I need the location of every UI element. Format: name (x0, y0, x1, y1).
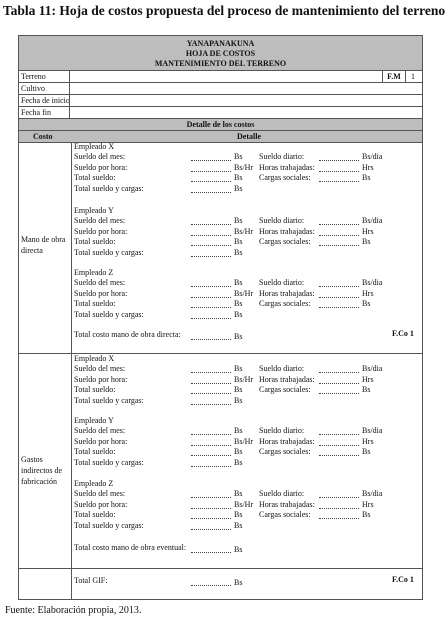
unit-label: Hrs (362, 436, 374, 446)
unit-label: Hrs (362, 288, 374, 298)
unit-label: Bs (362, 510, 371, 519)
section-divider (19, 568, 422, 569)
field-label: Sueldo diario: (259, 364, 305, 373)
field-label: Sueldo del mes: (74, 426, 126, 435)
input-field[interactable] (191, 425, 231, 435)
total-gif-label: Total GIF: (74, 576, 108, 585)
divider (69, 95, 70, 106)
unit-label: Hrs (362, 499, 374, 509)
input-field[interactable] (191, 509, 231, 519)
info-label: Cultivo (21, 84, 46, 93)
total-mod-label: Total costo mano de obra directa: (74, 330, 181, 339)
employee-name: Empleado X (74, 142, 115, 151)
unit-label: Bs/dia (362, 364, 383, 373)
employee-name: Empleado Y (74, 206, 114, 215)
section-name-mod: Mano de obra directa (21, 235, 66, 255)
unit-label: Bs (234, 299, 243, 308)
fm-label: F.M (382, 71, 406, 82)
field-label: Sueldo por hora: (74, 226, 128, 236)
total-eventual-label: Total costo mano de obra eventual: (74, 543, 187, 552)
unit-label: Bs (362, 299, 371, 308)
input-field[interactable] (191, 446, 231, 456)
unit-label: Bs (234, 489, 243, 498)
field-label: Total sueldo: (74, 385, 116, 394)
field-label: Sueldo diario: (259, 152, 305, 161)
info-label: Terreno (21, 72, 46, 81)
field-label: Sueldo diario: (259, 278, 305, 287)
input-field[interactable] (191, 436, 231, 446)
field-label: Cargas sociales: (259, 510, 311, 519)
unit-label: Bs (234, 520, 243, 530)
unit-label: Bs/Hr (234, 499, 254, 509)
field-label: Cargas sociales: (259, 447, 311, 456)
field-label: Total sueldo: (74, 299, 116, 308)
input-field[interactable] (319, 446, 359, 456)
input-field[interactable] (319, 162, 359, 172)
field-label: Sueldo del mes: (74, 278, 126, 287)
field-label: Total sueldo: (74, 237, 116, 246)
column-divider (71, 142, 72, 599)
input-field[interactable] (191, 384, 231, 394)
col-costo: Costo (33, 132, 53, 141)
field-label: Total sueldo y cargas: (74, 183, 144, 193)
sheet-name: HOJA DE COSTOS (185, 49, 256, 58)
input-field[interactable] (319, 236, 359, 246)
fco-code-gif: F.Co 1 (392, 575, 414, 584)
table-title: Tabla 11: Hoja de costos propuesta del proceso de mantenimiento del terreno (2, 3, 446, 18)
total-mod-unit: Bs (234, 332, 243, 341)
total-eventual-unit: Bs (234, 545, 243, 554)
field-label: Cargas sociales: (259, 299, 311, 308)
input-field[interactable] (319, 298, 359, 308)
field-label: Sueldo del mes: (74, 216, 126, 225)
field-label: Total sueldo y cargas: (74, 247, 144, 257)
field-label: Total sueldo: (74, 173, 116, 182)
input-field[interactable] (191, 457, 231, 467)
input-field[interactable] (191, 247, 231, 257)
input-field[interactable] (319, 488, 359, 498)
input-field[interactable] (191, 363, 231, 373)
process-name: MANTENIMIENTO DEL TERRENO (154, 59, 287, 68)
unit-label: Bs (362, 173, 371, 182)
unit-label: Bs (234, 385, 243, 394)
unit-label: Bs (234, 510, 243, 519)
unit-label: Bs (234, 364, 243, 373)
divider (69, 107, 70, 118)
field-label: Total sueldo: (74, 510, 116, 519)
input-field[interactable] (191, 215, 231, 225)
unit-label: Bs/Hr (234, 436, 254, 446)
total-mod-field[interactable] (191, 330, 231, 340)
field-label: Horas trabajadas: (259, 499, 315, 509)
field-label: Total sueldo y cargas: (74, 395, 144, 405)
field-label: Total sueldo y cargas: (74, 520, 144, 530)
unit-label: Bs/Hr (234, 288, 254, 298)
field-label: Sueldo por hora: (74, 288, 128, 298)
unit-label: Bs (234, 278, 243, 287)
field-label: Sueldo del mes: (74, 489, 126, 498)
detail-band: Detalle de los costos (19, 119, 422, 131)
field-label: Sueldo diario: (259, 216, 305, 225)
source-note: Fuente: Elaboración propia, 2013. (5, 605, 142, 616)
input-field[interactable] (191, 162, 231, 172)
col-detalle: Detalle (237, 132, 261, 141)
input-field[interactable] (191, 488, 231, 498)
input-field[interactable] (319, 384, 359, 394)
input-field[interactable] (191, 395, 231, 405)
unit-label: Bs (234, 247, 243, 257)
field-label: Total sueldo: (74, 447, 116, 456)
field-label: Total sueldo y cargas: (74, 309, 144, 319)
info-label: Fecha de inicio (21, 96, 70, 105)
input-field[interactable] (191, 236, 231, 246)
input-field[interactable] (191, 374, 231, 384)
input-field[interactable] (319, 288, 359, 298)
input-field[interactable] (319, 436, 359, 446)
field-label: Cargas sociales: (259, 385, 311, 394)
unit-label: Hrs (362, 374, 374, 384)
field-label: Sueldo diario: (259, 426, 305, 435)
input-field[interactable] (191, 309, 231, 319)
input-field[interactable] (319, 277, 359, 287)
field-label: Cargas sociales: (259, 173, 311, 182)
employee-name: Empleado Z (74, 479, 114, 488)
input-field[interactable] (319, 226, 359, 236)
unit-label: Bs (234, 152, 243, 161)
field-label: Horas trabajadas: (259, 162, 315, 172)
input-field[interactable] (191, 151, 231, 161)
input-field[interactable] (191, 288, 231, 298)
input-field[interactable] (319, 509, 359, 519)
input-field[interactable] (191, 499, 231, 509)
cost-sheet (18, 35, 423, 600)
total-gif-field[interactable] (191, 576, 231, 586)
unit-label: Bs (234, 426, 243, 435)
unit-label: Bs (362, 385, 371, 394)
unit-label: Hrs (362, 162, 374, 172)
unit-label: Bs (234, 447, 243, 456)
input-field[interactable] (191, 172, 231, 182)
field-label: Sueldo por hora: (74, 162, 128, 172)
field-label: Cargas sociales: (259, 237, 311, 246)
total-gif-unit: Bs (234, 578, 243, 587)
input-field[interactable] (319, 425, 359, 435)
unit-label: Bs/Hr (234, 162, 254, 172)
sheet-header (19, 36, 422, 71)
input-field[interactable] (319, 499, 359, 509)
unit-label: Bs (234, 395, 243, 405)
field-label: Sueldo por hora: (74, 374, 128, 384)
total-eventual-field[interactable] (191, 543, 231, 553)
unit-label: Bs/dia (362, 278, 383, 287)
unit-label: Bs (234, 183, 243, 193)
employee-name: Empleado Z (74, 268, 114, 277)
field-label: Sueldo por hora: (74, 436, 128, 446)
employee-name: Empleado Y (74, 416, 114, 425)
company-name: YANAPANAKUNA (186, 39, 255, 48)
unit-label: Bs (234, 237, 243, 246)
input-field[interactable] (319, 172, 359, 182)
field-label: Horas trabajadas: (259, 288, 315, 298)
unit-label: Bs (362, 237, 371, 246)
unit-label: Hrs (362, 226, 374, 236)
field-label: Sueldo del mes: (74, 364, 126, 373)
field-label: Sueldo diario: (259, 489, 305, 498)
field-label: Sueldo por hora: (74, 499, 128, 509)
field-label: Horas trabajadas: (259, 436, 315, 446)
input-field[interactable] (319, 374, 359, 384)
info-label: Fecha fin (21, 108, 51, 117)
input-field[interactable] (191, 298, 231, 308)
fco-code: F.Co 1 (392, 329, 414, 338)
field-label: Total sueldo y cargas: (74, 457, 144, 467)
unit-label: Bs (234, 309, 243, 319)
unit-label: Bs/Hr (234, 226, 254, 236)
fm-value: 1 (411, 72, 415, 81)
input-field[interactable] (319, 363, 359, 373)
employee-name: Empleado X (74, 354, 115, 363)
field-label: Sueldo del mes: (74, 152, 126, 161)
info-row-fecha-fin (19, 107, 422, 119)
input-field[interactable] (191, 183, 231, 193)
input-field[interactable] (319, 151, 359, 161)
input-field[interactable] (319, 215, 359, 225)
info-row-terreno (19, 71, 422, 83)
unit-label: Bs/Hr (234, 374, 254, 384)
unit-label: Bs (234, 216, 243, 225)
unit-label: Bs (234, 173, 243, 182)
unit-label: Bs/dia (362, 216, 383, 225)
input-field[interactable] (191, 226, 231, 236)
field-label: Horas trabajadas: (259, 374, 315, 384)
unit-label: Bs/dia (362, 152, 383, 161)
input-field[interactable] (191, 277, 231, 287)
unit-label: Bs (234, 457, 243, 467)
unit-label: Bs (362, 447, 371, 456)
unit-label: Bs/dia (362, 489, 383, 498)
input-field[interactable] (191, 520, 231, 530)
divider (69, 71, 70, 82)
divider (69, 83, 70, 94)
info-row-fecha-inicio (19, 95, 422, 107)
field-label: Horas trabajadas: (259, 226, 315, 236)
section-name-gif: Gastos indirectos de fabricación (21, 455, 63, 486)
info-row-cultivo (19, 83, 422, 95)
unit-label: Bs/dia (362, 426, 383, 435)
